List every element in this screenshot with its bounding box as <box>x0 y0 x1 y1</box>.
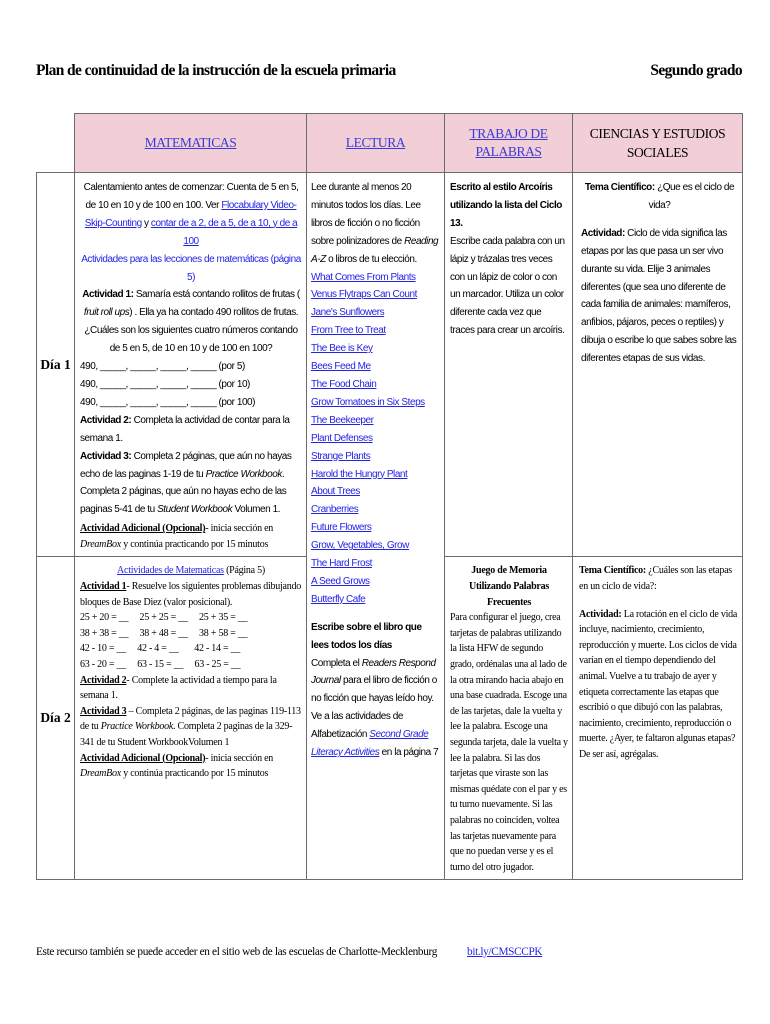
reading-intro-b: o libros de tu elección. <box>325 253 417 265</box>
act3-workbook: Practice Workbook <box>205 468 282 480</box>
science-topic-text: ¿Que es el ciclo de vida? <box>648 182 735 211</box>
blank-line-100: 490, _____, _____, _____, _____ (por 100) <box>80 396 256 408</box>
day2-reading <box>311 619 440 762</box>
day2-reading-text <box>311 655 440 762</box>
day1-label: Día 1 <box>37 173 75 557</box>
readers-respond-journal: Readers Respond Journal <box>311 657 436 687</box>
act3-text-b: . Completa 2 páginas, que aún no hayas echo de las paginas 5-41 de tu <box>80 468 287 516</box>
flocabulary-video-link[interactable]: Flocabulary Video-Skip-Counting <box>84 199 297 229</box>
math-heading-link[interactable]: MATEMATICAS <box>144 135 237 150</box>
day2-math-act1 <box>80 579 302 610</box>
book-link[interactable]: The Food Chain <box>311 378 377 390</box>
book-link[interactable]: About Trees <box>311 486 360 498</box>
col-header-science <box>573 114 743 173</box>
day2-extra-dreambox: DreamBox <box>80 768 121 780</box>
day1-row <box>37 173 743 557</box>
day2-words-cell <box>445 557 573 880</box>
day2-words-text: Para configurar el juego, crea tarjetas de palabras utilizando la lista HFW de segundo grado, ordénalas una al lado de la otra mirando hacia abajo en una base cuadrada. Escoge una de las tarjetas, dale la vuelta y lee la palabra. Escoge una segunda tarjeta, dale la vuelta y lee la palabra. Si las dos tarjetas que viraste son las mismas quédate con el par y es tu turno nuevamente. Si las palabras no coinciden, voltea las tarjetas nuevamente para que no puedan verse y es el turno del otro jugador. <box>450 612 568 873</box>
book-link[interactable]: Future Flowers <box>311 522 372 534</box>
blank-line-5: 490, _____, _____, _____, _____ (por 5) <box>80 361 245 373</box>
extra-label: Actividad Adicional (Opcional) <box>80 523 206 535</box>
book-link[interactable]: The Beekeeper <box>311 414 374 426</box>
act3-label: Actividad 3: <box>80 450 132 462</box>
day2-extra-label: Actividad Adicional (Opcional) <box>80 752 206 764</box>
day2-science-act-text: La rotación en el ciclo de vida incluye, nacimiento, crecimiento, reproducción y muerte. Los ciclos de vida varían en el tiempo dependiendo del animal. Vuelve a tu trabajo de ayer y etiqueta correctamente las etapas que escribió o que dibujó con las palabras, nacimiento, crecimiento, reproducción o muerte. ¿Ayer, te faltaron algunas etapas? De ser así, agrégalas. <box>579 608 738 760</box>
act1-fruit: fruit roll ups <box>83 307 130 319</box>
act1-text-a: Samaría está contando rollitos de frutas ( <box>133 289 300 301</box>
reading-cell <box>307 173 445 880</box>
day2-science-topic <box>579 563 738 594</box>
day2-words-title1: Juego de Memoria <box>471 565 547 577</box>
day2-act2-label: Actividad 2 <box>80 674 127 686</box>
day2-reading-text-b: para el libro de ficción o no ficción que hayas leído hoy. Ve a las actividades de Alfabetización <box>311 675 437 741</box>
day2-reading-text-a: Completa el <box>311 657 362 669</box>
act3-text-a: Completa 2 páginas, que aún no hayas echo de las paginas 1-19 de tu <box>80 450 292 480</box>
day1-science-topic <box>581 179 738 215</box>
act3-student: Student Workbook <box>157 504 233 516</box>
book-link[interactable]: Bees Feed Me <box>311 361 371 373</box>
day2-math-activities-link[interactable]: Actividades de Matematicas <box>117 565 224 577</box>
day2-act2-text: - Complete la actividad a tiempo para la semana 1. <box>80 674 277 702</box>
math-problem-line-4: 63 - 20 = __ 63 - 15 = __ 63 - 25 = __ <box>80 658 241 670</box>
plan-table <box>36 113 743 880</box>
day2-act3-workbook: Practice Workbook <box>100 721 174 733</box>
act2-text: Completa la actividad de contar para la semana 1. <box>80 414 290 444</box>
literacy-activities-link[interactable]: Second Grade Literacy Activities <box>311 729 429 759</box>
day2-science-topic-label: Tema Científico: <box>579 565 647 577</box>
act2-label: Actividad 2: <box>80 414 132 426</box>
day1-warmup-suffix: y <box>141 217 149 229</box>
act3-text-c: Volumen 1. <box>232 504 281 516</box>
science-act-label: Actividad: <box>581 227 625 239</box>
day2-science-act-label: Actividad: <box>579 608 622 620</box>
day1-words-text: Escribe cada palabra con un lápiz y trázalas tres veces con un lápiz de color o con un marcador. Utiliza un color diferente cada vez que traces para crear un arcoíris. <box>450 235 565 337</box>
day2-extra-text-b: y continúa practicando por 15 minutos <box>120 768 269 780</box>
science-topic-label: Tema Científico: <box>584 182 655 193</box>
math-activities-link[interactable]: Actividades para las lecciones de matemáticas <box>81 253 269 265</box>
book-list <box>311 269 440 609</box>
book-link[interactable]: A Seed Grows <box>311 575 370 587</box>
day2-science-topic-text: ¿Cuáles son las etapas en un ciclo de vida?: <box>579 565 732 592</box>
book-link[interactable]: Venus Flytraps Can Count <box>311 289 417 301</box>
day2-math-activities <box>80 563 302 579</box>
extra-dreambox: DreamBox <box>80 538 121 550</box>
day1-math-warmup <box>80 179 302 251</box>
science-heading-line1: CIENCIAS Y ESTUDIOS <box>589 126 726 141</box>
day1-math-act1 <box>80 286 302 358</box>
book-link[interactable]: The Hard Frost <box>311 558 372 570</box>
math-problem-line-1: 25 + 20 = __ 25 + 25 = __ 25 + 35 = __ <box>80 612 248 624</box>
day1-math-extra <box>80 521 302 552</box>
science-heading-line2: SOCIALES <box>626 145 689 160</box>
act1-label: Actividad 1: <box>82 289 134 301</box>
day2-act3-text-a: – Completa 2 páginas, de las paginas 119-113 de tu <box>80 705 301 733</box>
math-problem-line-3: 42 - 10 = __ 42 - 4 = __ 42 - 14 = __ <box>80 643 241 655</box>
extra-text-a: - inicia sección en <box>205 523 274 535</box>
day2-label: Día 2 <box>37 557 75 880</box>
skip-count-link[interactable]: contar de a 2, de a 5, de a 10, y de a 100 <box>150 217 298 247</box>
book-link[interactable]: Butterfly Cafe <box>311 593 366 605</box>
day2-act3-label: Actividad 3 <box>80 705 127 717</box>
cms-link[interactable]: bit.ly/CMSCCPK <box>467 946 543 958</box>
day2-math-act2 <box>80 673 302 704</box>
day1-math-act3 <box>80 448 302 520</box>
book-link[interactable]: Strange Plants <box>311 450 371 462</box>
book-link[interactable]: What Comes From Plants <box>311 271 416 283</box>
day2-math-activities-page: (Página 5) <box>223 565 265 577</box>
reading-intro <box>311 179 440 269</box>
day2-act1-label: Actividad 1 <box>80 581 127 592</box>
col-header-math <box>75 114 307 173</box>
header-row <box>37 114 743 173</box>
day2-math-extra <box>80 751 302 782</box>
day2-words-title2: Utilizando Palabras Frecuentes <box>469 581 549 608</box>
book-link[interactable]: Grow Tomatoes in Six Steps <box>311 396 425 408</box>
book-link[interactable]: Grow, Vegetables, Grow <box>311 540 409 552</box>
day1-math-activities <box>80 251 302 287</box>
day1-science-activity <box>581 225 738 368</box>
day2-science-cell <box>573 557 743 880</box>
footer <box>36 946 542 958</box>
science-act-text: Ciclo de vida significa las etapas por las que pasa un ser vivo durante su vida. Elije 3 animales diferentes (que sea uno diferente de cada familia de animales: mamíferos, anfibios, pájaros, peces o reptiles) y dibuja o escribe lo que sabes sobre las diferentes etapas de sus vidas. <box>581 227 737 365</box>
blank-line-10: 490, _____, _____, _____, _____ (por 10) <box>80 378 250 390</box>
col-header-reading <box>307 114 445 173</box>
math-problem-line-2: 38 + 38 = __ 38 + 48 = __ 38 + 58 = __ <box>80 627 248 639</box>
day2-science-activity <box>579 607 738 763</box>
book-link[interactable]: Plant Defenses <box>311 432 373 444</box>
book-link[interactable]: Cranberries <box>311 504 359 516</box>
day1-math-cell <box>75 173 307 557</box>
day1-warmup-text: Calentamiento antes de comenzar: Cuenta de 5 en 5, de 10 en 10 y de 100 en 100. Ver <box>83 182 299 211</box>
day1-science-cell <box>573 173 743 557</box>
day1-words-title: Escrito al estilo Arcoíris utilizando la lista del Ciclo 13. <box>450 182 562 229</box>
reading-heading-link[interactable]: LECTURA <box>345 135 406 150</box>
day2-math-act3 <box>80 704 302 751</box>
book-link[interactable]: The Bee is Key <box>311 343 373 355</box>
day2-math-cell <box>75 557 307 880</box>
footer-text: Este recurso también se puede acceder en el sitio web de las escuelas de Charlotte-Mecklenburg <box>36 946 438 958</box>
book-link[interactable]: From Tree to Treat <box>311 325 386 337</box>
day2-reading-title: Escribe sobre el libro que lees todos los días <box>311 621 422 651</box>
document-title: Plan de continuidad de la instrucción de la escuela primaria <box>36 62 396 79</box>
day2-act3-text-b: . Completa 2 paginas de la 329-341 de tu Student WorkbookVolumen 1 <box>80 721 293 748</box>
extra-text-b: y continúa practicando por 15 minutos <box>120 538 269 550</box>
day2-reading-text-c: en la página 7 <box>379 747 439 759</box>
math-activities-page: (página 5) <box>187 253 301 283</box>
grade-label: Segundo grado <box>650 62 742 79</box>
day1-math-act2 <box>80 412 302 448</box>
act1-text-b: ) . Ella ya ha contado 490 rollitos de frutas. ¿Cuáles son los siguientes cuatro números contando de 5 en 5, de 10 en 10 y de 100 en 100? <box>84 307 299 355</box>
reading-intro-a: Lee durante al menos 20 minutos todos los días. Lee libros de ficción o no ficción sobre polinizadores de <box>311 182 421 247</box>
reading-az: Reading A-Z <box>311 235 439 265</box>
corner-cell <box>37 114 75 173</box>
col-header-words <box>445 114 573 173</box>
book-link[interactable]: Harold the Hungry Plant <box>311 468 408 480</box>
day1-words-cell <box>445 173 573 557</box>
day2-extra-text-a: - inicia sección en <box>205 752 274 764</box>
book-link[interactable]: Jane's Sunflowers <box>311 307 385 319</box>
day2-act1-text: - Resuelve los siguientes problemas dibujando bloques de Base Diez (valor posicional). <box>80 581 301 608</box>
words-heading-link[interactable]: TRABAJO DE PALABRAS <box>469 126 548 159</box>
